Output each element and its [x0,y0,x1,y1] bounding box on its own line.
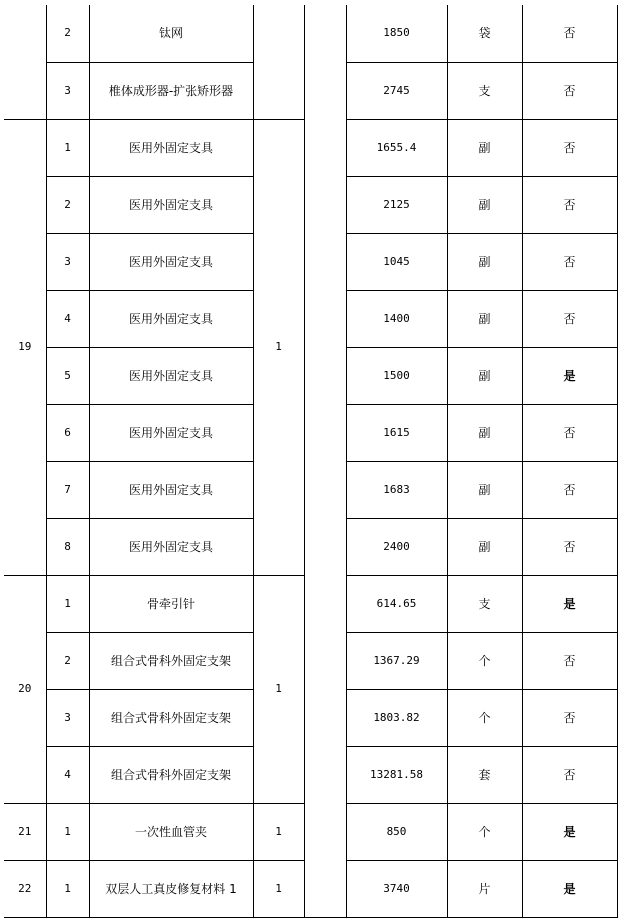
price-cell: 1500 [346,347,447,404]
seq-cell: 3 [46,62,89,119]
seq-cell: 4 [46,290,89,347]
group-cell: 20 [4,575,46,803]
group-cell: 22 [4,860,46,917]
qty-cell: 1 [253,803,304,860]
item-name-cell: 医用外固定支具 [89,461,253,518]
unit-cell: 副 [447,176,522,233]
seq-cell: 1 [46,119,89,176]
flag-cell: 否 [522,689,617,746]
qty-cell [253,5,304,119]
price-cell: 3740 [346,860,447,917]
unit-cell: 副 [447,518,522,575]
price-cell: 2745 [346,62,447,119]
flag-cell: 是 [522,803,617,860]
item-name-cell: 组合式骨科外固定支架 [89,746,253,803]
unit-cell: 副 [447,347,522,404]
group-cell [4,5,46,119]
seq-cell: 1 [46,860,89,917]
item-name-cell: 一次性血管夹 [89,803,253,860]
unit-cell: 副 [447,461,522,518]
seq-cell: 8 [46,518,89,575]
seq-cell: 2 [46,5,89,62]
unit-cell: 个 [447,632,522,689]
item-name-cell: 医用外固定支具 [89,518,253,575]
price-cell: 1683 [346,461,447,518]
flag-cell: 否 [522,233,617,290]
seq-cell: 1 [46,803,89,860]
item-name-cell: 医用外固定支具 [89,404,253,461]
flag-cell: 是 [522,575,617,632]
item-name-cell: 医用外固定支具 [89,233,253,290]
qty-cell: 1 [253,575,304,803]
item-name-cell: 椎体成形器-扩张矫形器 [89,62,253,119]
unit-cell: 袋 [447,5,522,62]
seq-cell: 4 [46,746,89,803]
price-table [4,5,618,918]
price-cell: 1367.29 [346,632,447,689]
unit-cell: 副 [447,233,522,290]
seq-cell: 2 [46,632,89,689]
price-cell: 2125 [346,176,447,233]
seq-cell: 7 [46,461,89,518]
item-name-cell: 钛网 [89,5,253,62]
seq-cell: 5 [46,347,89,404]
unit-cell: 套 [447,746,522,803]
seq-cell: 6 [46,404,89,461]
flag-cell: 是 [522,860,617,917]
seq-cell: 1 [46,575,89,632]
price-cell: 1045 [346,233,447,290]
flag-cell: 是 [522,347,617,404]
unit-cell: 个 [447,689,522,746]
unit-cell: 支 [447,575,522,632]
item-name-cell: 组合式骨科外固定支架 [89,689,253,746]
item-name-cell: 医用外固定支具 [89,347,253,404]
seq-cell: 2 [46,176,89,233]
flag-cell: 否 [522,461,617,518]
unit-cell: 副 [447,119,522,176]
price-cell: 2400 [346,518,447,575]
unit-cell: 个 [447,803,522,860]
flag-cell: 否 [522,5,617,62]
flag-cell: 否 [522,290,617,347]
item-name-cell: 组合式骨科外固定支架 [89,632,253,689]
qty-cell: 1 [253,860,304,917]
qty-cell: 1 [253,119,304,575]
unit-cell: 支 [447,62,522,119]
price-cell: 1850 [346,5,447,62]
group-cell: 19 [4,119,46,575]
item-name-cell: 骨牵引针 [89,575,253,632]
price-cell: 614.65 [346,575,447,632]
item-name-cell: 双层人工真皮修复材料 1 [89,860,253,917]
unit-cell: 副 [447,404,522,461]
price-cell: 850 [346,803,447,860]
price-cell: 13281.58 [346,746,447,803]
price-cell: 1803.82 [346,689,447,746]
unit-cell: 副 [447,290,522,347]
seq-cell: 3 [46,233,89,290]
group-cell: 21 [4,803,46,860]
flag-cell: 否 [522,62,617,119]
table-row [4,5,617,62]
price-cell: 1615 [346,404,447,461]
seq-cell: 3 [46,689,89,746]
item-name-cell: 医用外固定支具 [89,176,253,233]
item-name-cell: 医用外固定支具 [89,290,253,347]
flag-cell: 否 [522,746,617,803]
flag-cell: 否 [522,518,617,575]
price-cell: 1655.4 [346,119,447,176]
flag-cell: 否 [522,176,617,233]
flag-cell: 否 [522,119,617,176]
blank-column-cell [304,5,346,917]
item-name-cell: 医用外固定支具 [89,119,253,176]
flag-cell: 否 [522,632,617,689]
price-cell: 1400 [346,290,447,347]
unit-cell: 片 [447,860,522,917]
flag-cell: 否 [522,404,617,461]
